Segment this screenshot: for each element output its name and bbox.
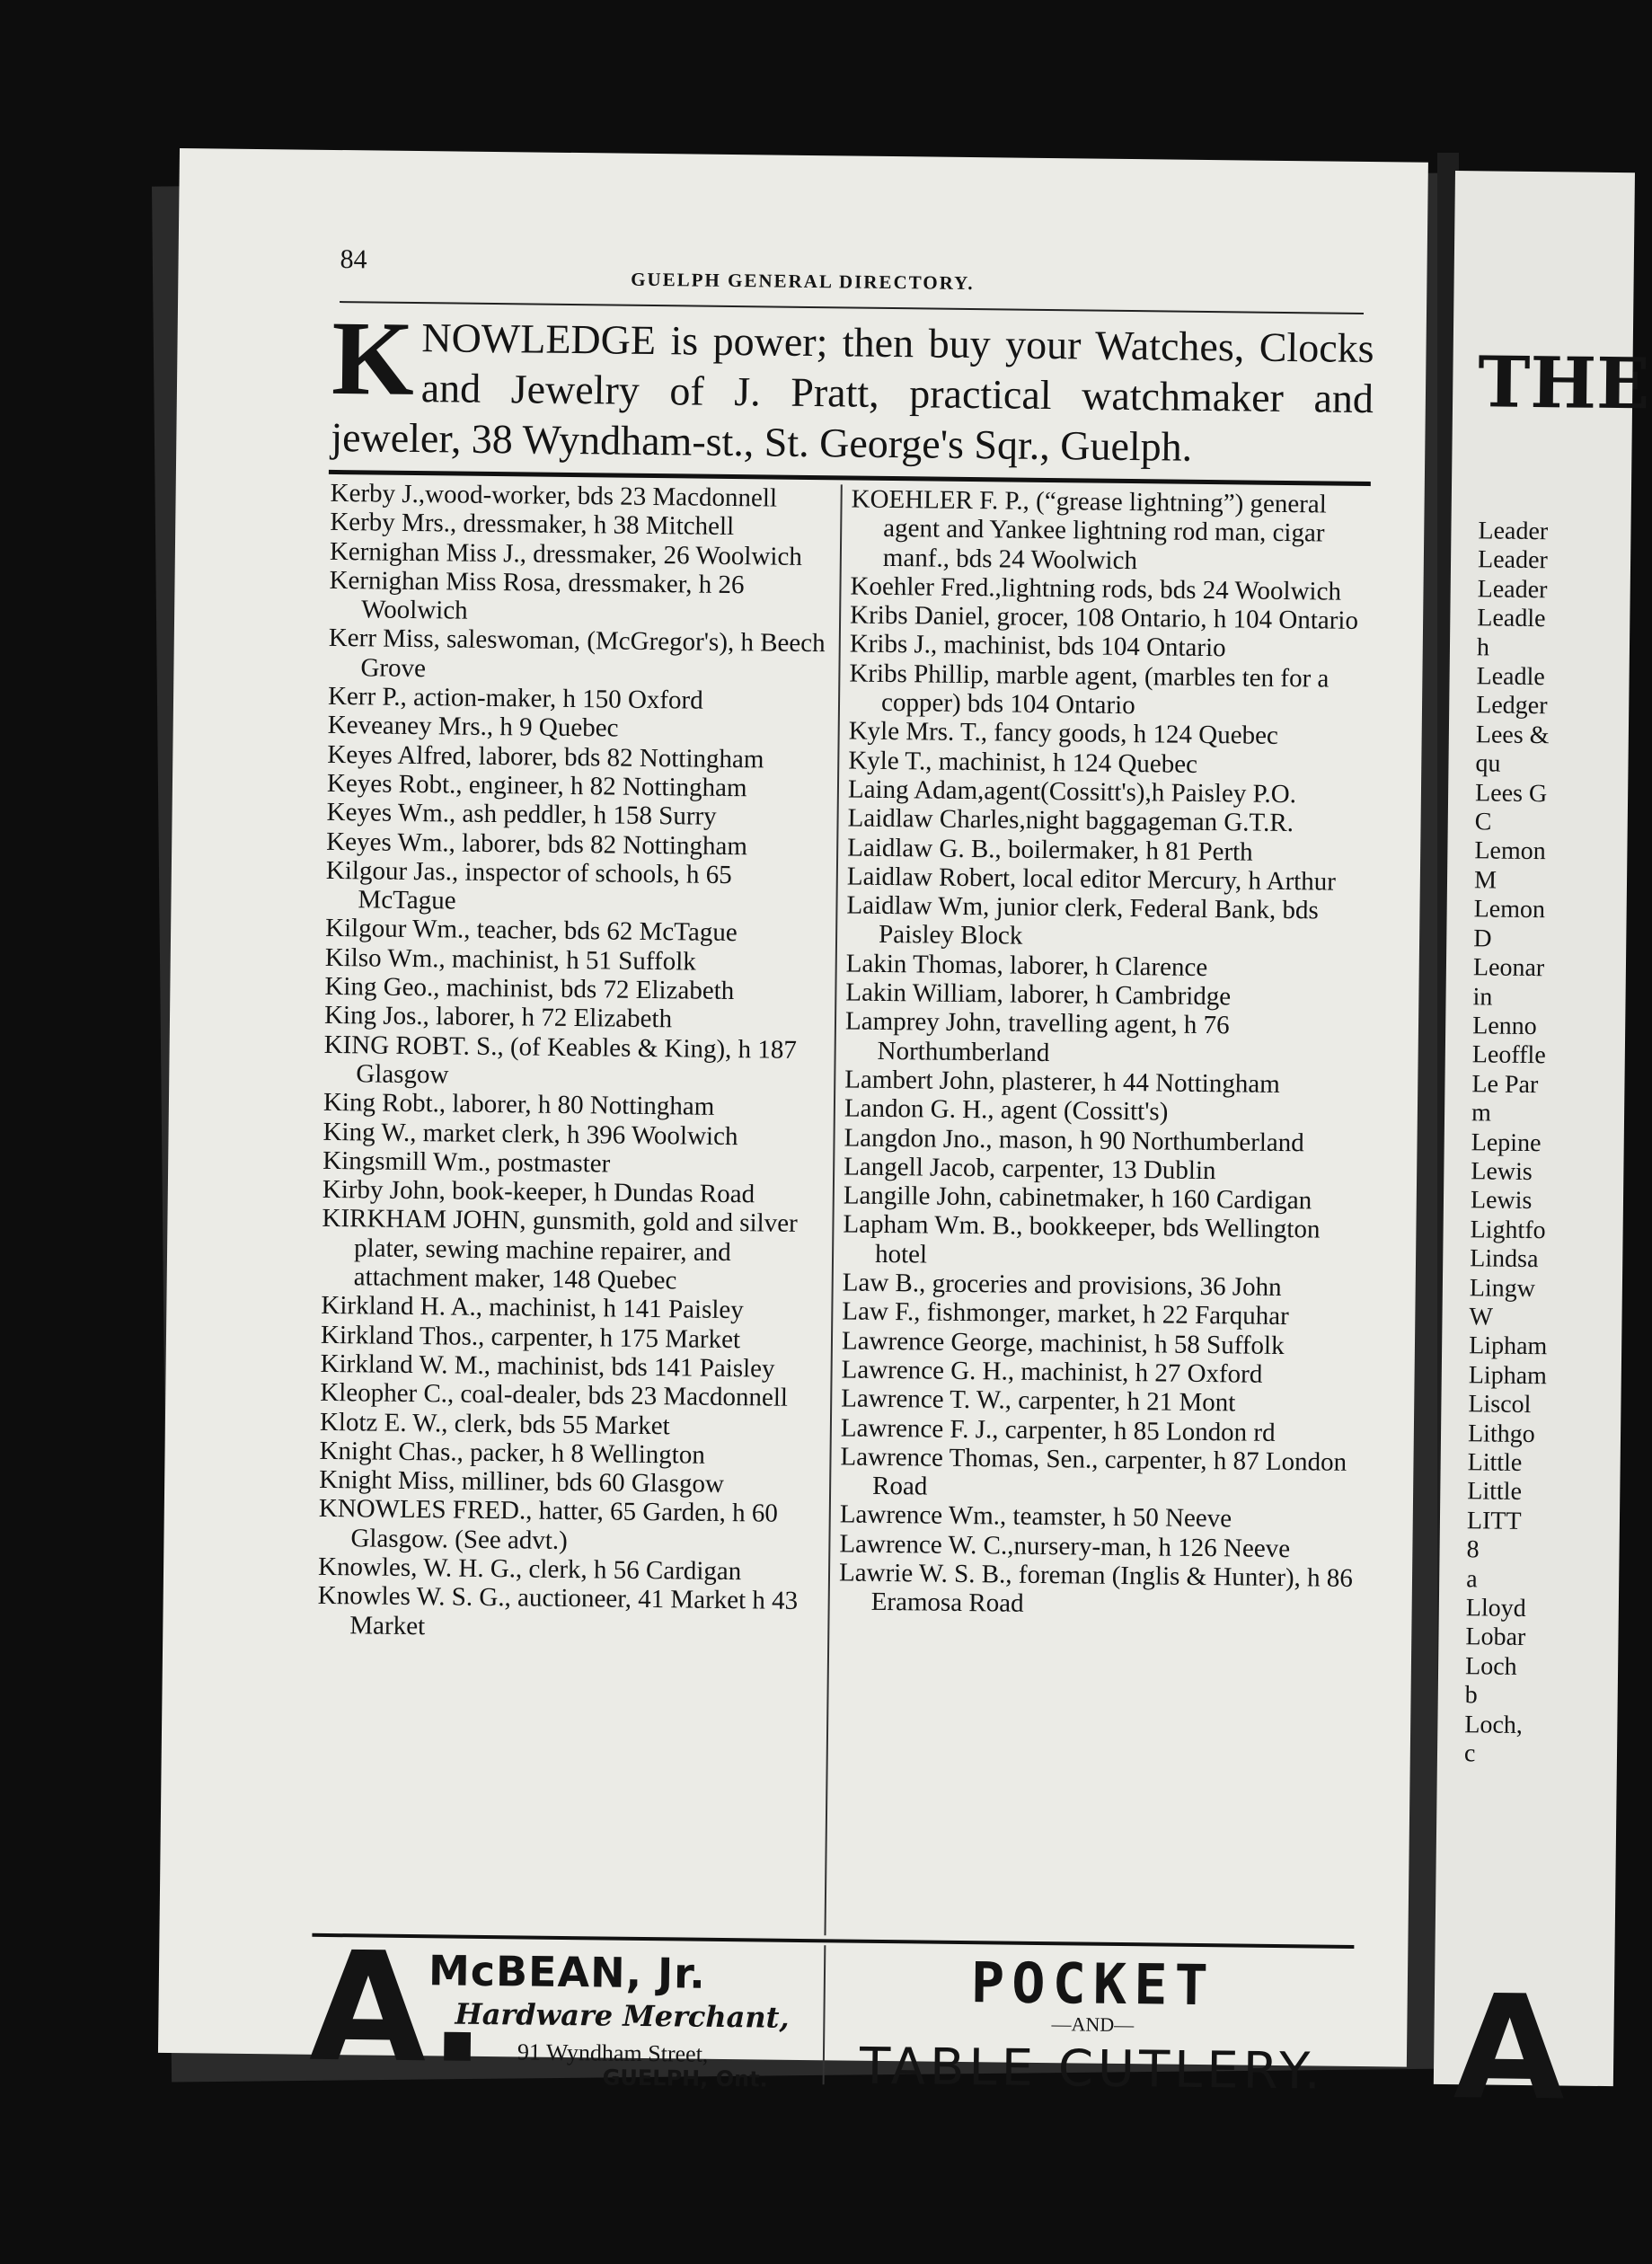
adjacent-page-fragment: D xyxy=(1473,924,1492,953)
adjacent-page-fragment: Lipham xyxy=(1468,1361,1548,1391)
adjacent-page-fragment: Lees & xyxy=(1475,721,1550,750)
directory-entry: Kerr P., action-maker, h 150 Oxford xyxy=(327,681,703,715)
directory-entry: Knowles W. S. G., auctioneer, 41 Market h 43 Market xyxy=(317,1581,799,1641)
adjacent-page-fragment: Le Par xyxy=(1471,1069,1539,1099)
directory-entry: Landon G. H., agent (Cossitt's) xyxy=(844,1093,1169,1127)
directory-entry: King W., market clerk, h 396 Woolwich xyxy=(322,1117,738,1151)
adjacent-page-fragment: C xyxy=(1474,808,1492,836)
right-listing-column xyxy=(839,485,1373,1623)
adjacent-page-fragment: Little xyxy=(1467,1448,1523,1477)
adjacent-page-fragment: Leadle xyxy=(1477,604,1546,633)
directory-entry: Kingsmill Wm., postmaster xyxy=(322,1145,611,1179)
adjacent-page-fragment: Lipham xyxy=(1468,1331,1548,1361)
watchmaker-advertisement xyxy=(331,298,1374,474)
left-listing-column xyxy=(317,479,834,1645)
directory-entry: KNOWLES FRED., hatter, 65 Garden, h 60 Glasgow. (See advt.) xyxy=(318,1494,779,1555)
directory-entry: Keyes Wm., ash peddler, h 158 Surry xyxy=(326,798,717,832)
directory-entry: Keyes Wm., laborer, bds 82 Nottingham xyxy=(326,827,748,861)
adjacent-page-fragment: Leonar xyxy=(1472,953,1545,983)
adjacent-page-fragment: Leoffle xyxy=(1471,1040,1546,1070)
directory-entry: Kilgour Jas., inspector of schools, h 65 McTague xyxy=(325,855,732,915)
adjacent-page-fragment: M xyxy=(1473,866,1497,895)
directory-entry: Lakin William, laborer, h Cambridge xyxy=(845,977,1232,1012)
directory-entry: Klotz E. W., clerk, bds 55 Market xyxy=(319,1407,670,1440)
directory-entry: Law F., fishmonger, market, h 22 Farquhar xyxy=(842,1296,1289,1331)
directory-entry: Lawrence W. C.,nursery-man, h 126 Neeve xyxy=(839,1529,1291,1563)
header-rule xyxy=(340,301,1364,314)
adjacent-page-fragment: Lithgo xyxy=(1467,1419,1535,1448)
directory-entry: Laidlaw G. B., boilermaker, h 81 Perth xyxy=(847,833,1253,867)
directory-entry: Langdon Jno., mason, h 90 Northumberland xyxy=(844,1122,1304,1157)
directory-entry: Kerby Mrs., dressmaker, h 38 Mitchell xyxy=(330,508,735,542)
directory-entry: Kirby John, book-keeper, h Dundas Road xyxy=(322,1175,755,1209)
directory-entry: KOEHLER F. P., (“grease lightning”) general agent and Yankee lightning rod man, cigar manf., bds 24 Woolwich xyxy=(851,484,1327,575)
hardware-ad-name: McBEAN, Jr. xyxy=(428,1946,707,1998)
directory-entry: King Jos., laborer, h 72 Elizabeth xyxy=(323,1001,673,1034)
directory-entry: Kernighan Miss Rosa, dressmaker, h 26 Woolwich xyxy=(329,565,745,625)
hardware-ad-city: GUELPH, Ont. xyxy=(602,2065,768,2092)
directory-entry: Laidlaw Robert, local editor Mercury, h Arthur xyxy=(846,862,1337,897)
hardware-ad-letter: A. xyxy=(308,1918,488,2098)
adjacent-page-fragment: Lightfo xyxy=(1470,1216,1546,1244)
adjacent-page-fragment: Leader xyxy=(1478,517,1549,546)
adjacent-page-fragment: a xyxy=(1466,1564,1478,1594)
adjacent-page-fragment: Lobar xyxy=(1465,1623,1526,1652)
directory-entry: Lawrie W. S. B., foreman (Inglis & Hunter), h 86 Eramosa Road xyxy=(838,1558,1354,1619)
directory-entry: Knight Miss, milliner, bds 60 Glasgow xyxy=(319,1464,725,1499)
adjacent-page-fragment: Lenno xyxy=(1472,1012,1537,1040)
directory-entry: Lawrence G. H., machinist, h 27 Oxford xyxy=(841,1355,1263,1389)
directory-entry: King Robt., laborer, h 80 Nottingham xyxy=(322,1088,715,1122)
directory-entry: Kribs Phillip, marble agent, (marbles ten for a copper) bds 104 Ontario xyxy=(849,659,1330,721)
adjacent-page-fragment: Lingw xyxy=(1469,1273,1536,1303)
directory-entry: Kleopher C., coal-dealer, bds 23 Macdonnell xyxy=(320,1378,789,1412)
adjacent-page xyxy=(1434,171,1651,2133)
drop-cap: K xyxy=(331,298,415,418)
directory-entry: Keyes Robt., engineer, h 82 Nottingham xyxy=(326,768,747,803)
adjacent-page-fragment: in xyxy=(1472,982,1493,1012)
directory-entry: Laidlaw Charles,night baggageman G.T.R. xyxy=(847,803,1294,838)
directory-entry: Lakin Thomas, laborer, h Clarence xyxy=(845,949,1208,982)
adjacent-page-fragment: c xyxy=(1463,1739,1476,1768)
directory-entry: Kyle Mrs. T., fancy goods, h 124 Quebec xyxy=(848,716,1278,751)
hardware-ad-tagline: Hardware Merchant, xyxy=(455,1996,790,2035)
adjacent-page-fragment: Loch, xyxy=(1464,1710,1524,1739)
adjacent-page-fragment: Little xyxy=(1467,1477,1523,1507)
directory-entry: Law B., groceries and provisions, 36 John xyxy=(842,1268,1282,1303)
adjacent-page-fragment: Leader xyxy=(1477,545,1548,575)
directory-entry: Langell Jacob, carpenter, 13 Dublin xyxy=(844,1152,1216,1185)
adjacent-page-ad-letter: A xyxy=(1453,1963,1567,2133)
directory-entry: Lawrence Thomas, Sen., carpenter, h 87 London Road xyxy=(840,1442,1347,1501)
adjacent-page-fragment: h xyxy=(1476,632,1490,662)
directory-entry: Koehler Fred.,lightning rods, bds 24 Woolwich xyxy=(850,571,1342,606)
adjacent-page-fragment: Ledger xyxy=(1476,691,1548,721)
directory-entry: King Geo., machinist, bds 72 Elizabeth xyxy=(324,971,735,1006)
directory-entry: Kirkland H. A., machinist, h 141 Paisley xyxy=(321,1291,744,1325)
adjacent-page-header: THE xyxy=(1477,341,1651,426)
directory-entry: Kerr Miss, saleswoman, (McGregor's), h Beech Grove xyxy=(328,623,826,683)
adjacent-page-fragment: Liscol xyxy=(1468,1390,1532,1419)
directory-entry: Kilso Wm., machinist, h 51 Suffolk xyxy=(324,942,696,977)
adjacent-page-fragment: Lloyd xyxy=(1465,1594,1526,1623)
adjacent-page-fragment: Lindsa xyxy=(1470,1244,1539,1274)
directory-entry: Kirkland W. M., machinist, bds 141 Paisley xyxy=(320,1349,775,1384)
adjacent-page-fragment: Lees G xyxy=(1474,778,1548,808)
adjacent-page-fragment: b xyxy=(1464,1681,1478,1710)
adjacent-page-fragment: 8 xyxy=(1466,1535,1480,1564)
adjacent-page-fragment: m xyxy=(1471,1099,1492,1128)
directory-entry: Laing Adam,agent(Cossitt's),h Paisley P.O. xyxy=(847,774,1297,809)
page-number: 84 xyxy=(340,244,367,275)
adjacent-page-fragment: W xyxy=(1469,1303,1494,1331)
adjacent-page-fragment: Loch xyxy=(1464,1652,1517,1681)
adjacent-page-fragment: qu xyxy=(1475,749,1501,778)
hardware-ad-street: 91 Wyndham Street, xyxy=(517,2038,709,2067)
adjacent-page-fragment: Lepine xyxy=(1471,1128,1542,1157)
directory-entry: Laidlaw Wm, junior clerk, Federal Bank, bds Paisley Block xyxy=(846,890,1319,951)
directory-entry: Lawrence F. J., carpenter, h 85 London rd xyxy=(840,1412,1276,1447)
directory-entry: Kyle T., machinist, h 124 Quebec xyxy=(848,746,1198,779)
directory-entry: Kilgour Wm., teacher, bds 62 McTague xyxy=(324,914,738,948)
adjacent-page-fragment: Lemon xyxy=(1473,895,1546,924)
adjacent-page-fragment: Lemon xyxy=(1474,836,1546,866)
adjacent-page-fragment: Lewis xyxy=(1471,1157,1533,1186)
advertisement-text: NOWLEDGE is power; then buy your Watches, Clocks and Jewelry of J. Pratt, practical watchmaker and jeweler, 38 Wyndham-st., St. George's Sqr., Guelph. xyxy=(331,314,1374,470)
adjacent-page-fragment: LITT xyxy=(1466,1507,1522,1535)
directory-entry: Kirkland Thos., carpenter, h 175 Market xyxy=(320,1320,741,1354)
directory-entry: Kernighan Miss J., dressmaker, 26 Woolwich xyxy=(329,536,803,571)
directory-entry: Lawrence George, machinist, h 58 Suffolk xyxy=(841,1326,1285,1360)
directory-entry: Langille John, cabinetmaker, h 160 Cardigan xyxy=(843,1181,1312,1216)
running-title: GUELPH GENERAL DIRECTORY. xyxy=(631,268,975,295)
cutlery-ad-connector: —AND— xyxy=(1051,2012,1135,2037)
directory-entry: Kribs Daniel, grocer, 108 Ontario, h 104 Ontario xyxy=(849,600,1359,636)
adjacent-page-fragments xyxy=(1464,517,1557,1769)
cutlery-ad-subline: TABLE CUTLERY. xyxy=(859,2037,1326,2101)
directory-entry: Keveaney Mrs., h 9 Quebec xyxy=(327,711,619,743)
directory-entry: Kerby J.,wood-worker, bds 23 Macdonnell xyxy=(330,478,778,513)
directory-entry: Keyes Alfred, laborer, bds 82 Nottingham xyxy=(327,739,764,774)
adjacent-page-fragment: Lewis xyxy=(1470,1186,1533,1216)
adjacent-page-fragment: Leadle xyxy=(1476,662,1545,692)
directory-entry: Lawrence T. W., carpenter, h 21 Mont xyxy=(841,1384,1236,1418)
adjacent-page-fragment: Leader xyxy=(1477,575,1548,605)
directory-entry: Knight Chas., packer, h 8 Wellington xyxy=(319,1436,706,1470)
directory-entry: Kribs J., machinist, bds 104 Ontario xyxy=(849,629,1226,663)
directory-entry: Lamprey John, travelling agent, h 76 Northumberland xyxy=(844,1006,1230,1067)
directory-page xyxy=(158,148,1428,2101)
directory-entry: Lambert John, plasterer, h 44 Nottingham xyxy=(844,1065,1280,1099)
directory-entry: KIRKHAM JOHN, gunsmith, gold and silver plater, sewing machine repairer, and attachment maker, 148 Quebec xyxy=(322,1204,798,1296)
directory-entry: KING ROBT. S., (of Keables & King), h 187 Glasgow xyxy=(323,1030,798,1090)
directory-entry: Lawrence Wm., teamster, h 50 Neeve xyxy=(839,1499,1232,1534)
directory-entry: Lapham Wm. B., bookkeeper, bds Wellington hotel xyxy=(843,1209,1321,1269)
cutlery-ad-headline: POCKET xyxy=(970,1950,1216,2019)
directory-entry: Knowles, W. H. G., clerk, h 56 Cardigan xyxy=(317,1552,742,1587)
